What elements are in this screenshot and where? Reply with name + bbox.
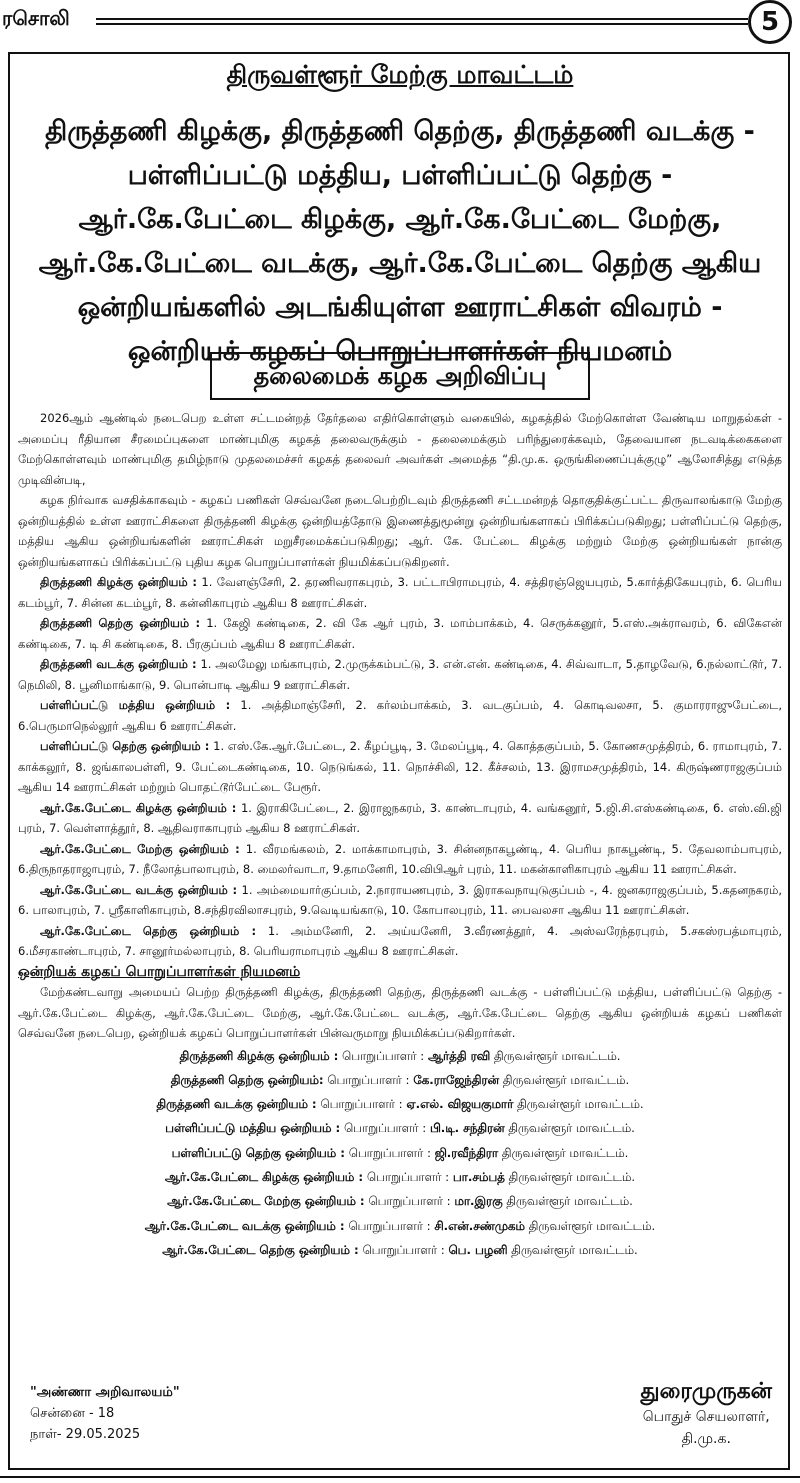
union-name: ஆர்.கே.பேட்டை கிழக்கு ஒன்றியம் : bbox=[40, 800, 237, 815]
signatory-designation: பொதுச் செயலாளர், bbox=[642, 1409, 770, 1425]
union-villages: 1. கேஜி கண்டிகை, 2. வி கே ஆர் புரம், 3. மாம்பாக்கம், 4. செருக்கனூர், 5.எஸ்.அக்ராவரம், 6. விகேஎன் கண்டிகை, 7. டி சி கண்டிகை, 8. பீரகுப்பம் ஆகிய 8 ஊராட்சிகள். bbox=[18, 616, 782, 651]
district-title: திருவள்ளூர் மேற்கு மாவட்டம் bbox=[226, 60, 574, 89]
appointee-name: சி.என்.சண்முகம் bbox=[434, 1218, 525, 1233]
union-villages: 1. வீரமங்கலம், 2. மாக்காமாபுரம், 3. சின்னநாகபூண்டி, 4. பெரிய நாகபூண்டி, 5. தேவலாம்பாபுரம், 6.திருநாதராஜாபுரம், 7. நீலோத்பாலாபுரம், 8. மைலர்வாடா, 9.தாமனேரி, 10.விபிஆர் புரம், 11. மகன்காளிகாபுரம் ஆகிய 11 ஊராட்சிகள். bbox=[18, 841, 783, 876]
appointment-union: ஆர்.கே.பேட்டை வடக்கு ஒன்றியம் : bbox=[144, 1218, 345, 1233]
appointment-row bbox=[18, 1068, 782, 1092]
appointment-district: திருவள்ளூர் மாவட்டம். bbox=[504, 1121, 635, 1136]
union-name: திருத்தணி வடக்கு ஒன்றியம் : bbox=[40, 657, 197, 671]
appointment-union: திருத்தணி தெற்கு ஒன்றியம்: bbox=[170, 1072, 324, 1087]
union-paragraph bbox=[18, 613, 782, 654]
signatory-party: தி.மு.க. bbox=[681, 1431, 731, 1447]
appointment-role: பொறுப்பாளர் : bbox=[364, 1194, 455, 1209]
masthead-rule bbox=[96, 18, 748, 25]
appointment-role: பொறுப்பாளர் : bbox=[344, 1218, 435, 1233]
appointment-row bbox=[18, 1092, 782, 1116]
appointment-role: பொறுப்பாளர் : bbox=[338, 1048, 429, 1063]
appointment-heading: ஒன்றியக் கழகப் பொறுப்பாளர்கள் நியமனம் bbox=[18, 963, 301, 980]
appointment-role: பொறுப்பாளர் : bbox=[344, 1145, 435, 1160]
appointment-intro: மேற்கண்டவாறு அமையப் பெற்ற திருத்தணி கிழக்கு, திருத்தணி தெற்கு, திருத்தணி வடக்கு - பள்ளிப்பட்டு மத்திய, பள்ளிப்பட்டு தெற்கு - ஆர்.கே.பேட்டை கிழக்கு, ஆர்.கே.பேட்டை மேற்கு, ஆர்.கே.பேட்டை வடக்கு, ஆர்.கே.பேட்டை தெற்கு ஆகிய ஒன்றியக் கழகப் பணிகள் செவ்வனே நடைபெற, ஒன்றியக் கழகப் பொறுப்பாளர்கள் பின்வருமாறு நியமிக்கப்படுகிறார்கள். bbox=[18, 985, 782, 1040]
union-name: திருத்தணி கிழக்கு ஒன்றியம் : bbox=[40, 575, 198, 589]
union-villages: 1. அம்மையார்குப்பம், 2.நாராயணபுரம், 3. இராகவநாயுடுகுப்பம் -, 4. ஜனகராஜகுப்பம், 5.கதனநகரம், 6. பாலாபுரம், 7. ஸ்ரீகாளிகாபுரம், 8.சந்திரவிலாசபுரம், 9.வெடியங்காடு, 10. கோபாலபுரம், 11. பைவலசா ஆகிய 11 ஊராட்சிகள். bbox=[18, 882, 782, 917]
appointee-name: பி.டி. சந்திரன் bbox=[429, 1121, 505, 1136]
appointment-union: ஆர்.கே.பேட்டை தெற்கு ஒன்றியம் : bbox=[162, 1242, 359, 1257]
appointment-list bbox=[18, 1044, 782, 1263]
union-paragraph bbox=[18, 798, 782, 839]
union-name: ஆர்.கே.பேட்டை தெற்கு ஒன்றியம் : bbox=[40, 923, 257, 938]
appointment-district: திருவள்ளூர் மாவட்டம். bbox=[490, 1048, 621, 1063]
appointment-district: திருவள்ளூர் மாவட்டம். bbox=[498, 1072, 630, 1087]
signatory-name: துரைமுருகன் bbox=[640, 1379, 772, 1404]
union-villages: 1. எஸ்.கே.ஆர்.பேட்டை, 2. கீழப்பூடி, 3. மேலப்பூடி, 4. கொத்தகுப்பம், 5. கோணசமுத்திரம், 6. ராமாபுரம், 7. காக்கலூர், 8. ஜங்காலபள்ளி, 9. பேட்டைகண்டிகை, 10. நெடுங்கல், 11. நொச்சிலி, 12. கீச்சலம், 13. இராமசமுத்திரம், 14. கிருஷ்ணராஜகுப்பம் ஆகிய 14 ஊராட்சிகள் மற்றும் பொதட்டூர்பேட்டை பேரூர். bbox=[18, 739, 783, 794]
union-paragraph bbox=[18, 880, 782, 921]
appointee-name: கே.ராஜேந்திரன் bbox=[413, 1072, 499, 1087]
appointment-role: பொறுப்பாளர் : bbox=[340, 1121, 430, 1136]
footer-city: சென்னை - 18 bbox=[30, 1406, 115, 1421]
intro-paragraph-2: கழக நிர்வாக வசதிக்காகவும் - கழகப் பணிகள் செவ்வனே நடைபெற்றிடவும் திருத்தணி சட்டமன்றத் தொகுதிக்குட்பட்ட திருவாலங்காடு மேற்கு ஒன்றியத்தில் உள்ள ஊராட்சிகளை திருத்தணி கிழக்கு ஒன்றியத்தோடு இணைத்துமூன்று ஒன்றியங்களாகப் பிரிக்கப்படுகிறது; பள்ளிப்பட்டு தெற்கு, மத்திய ஆகிய ஒன்றியங்களின் ஊராட்சிகள் மறுசீரமைக்கப்படுகிறது; ஆர். கே. பேட்டை கிழக்கு மற்றும் மேற்கு ஒன்றியங்கள் நான்கு ஒன்றியங்களாகப் பிரிக்கப்பட்டு புதிய கழக பொறுப்பாளர்கள் நியமிக்கப்படுகிறனர். bbox=[18, 493, 782, 569]
appointment-district: திருவள்ளூர் மாவட்டம். bbox=[504, 1169, 636, 1184]
notice-title: தலைமைக் கழக அறிவிப்பு bbox=[210, 352, 590, 400]
appointment-role: பொறுப்பாளர் : bbox=[323, 1072, 414, 1087]
appointment-district: திருவள்ளூர் மாவட்டம். bbox=[507, 1242, 638, 1257]
appointee-name: பெ. பழனி bbox=[448, 1242, 508, 1257]
union-name: பள்ளிப்பட்டு தெற்கு ஒன்றியம் : bbox=[40, 739, 210, 753]
union-villages: 1. அத்திமாஞ்சேரி, 2. கர்லம்பாக்கம், 3. வடகுப்பம், 4. கொடிவலசா, 5. குமாரராஜுபேட்டை, 6.பெருமாநெல்லூர் ஆகிய 6 ஊராட்சிகள். bbox=[18, 698, 782, 733]
appointment-union: ஆர்.கே.பேட்டை கிழக்கு ஒன்றியம் : bbox=[164, 1169, 364, 1184]
appointee-name: மா.இரகு bbox=[454, 1194, 503, 1209]
appointment-row bbox=[18, 1189, 782, 1213]
page-number-badge: 5 bbox=[748, 0, 792, 44]
union-name: ஆர்.கே.பேட்டை வடக்கு ஒன்றியம் : bbox=[40, 882, 238, 897]
union-villages: 1. வேளஞ்சேரி, 2. தரணிவராகபுரம், 3. பட்டாபிராமபுரம், 4. சத்திரஞ்ஜெயபுரம், 5.கார்த்திகேயபுரம், 6. பெரிய கடம்பூர், 7. சின்ன கடம்பூர், 8. கன்னிகாபுரம் ஆகிய 8 ஊராட்சிகள். bbox=[18, 575, 782, 610]
appointment-role: பொறுப்பாளர் : bbox=[316, 1097, 407, 1112]
footer-signature bbox=[641, 1378, 772, 1450]
appointee-name: பா.சம்பத் bbox=[452, 1169, 505, 1184]
appointment-union: பள்ளிப்பட்டு தெற்கு ஒன்றியம் : bbox=[171, 1145, 345, 1160]
union-name: திருத்தணி தெற்கு ஒன்றியம் : bbox=[40, 616, 201, 630]
appointment-union: ஆர்.கே.பேட்டை மேற்கு ஒன்றியம் : bbox=[167, 1194, 365, 1209]
appointment-row bbox=[18, 1238, 782, 1262]
appointment-row bbox=[18, 1165, 782, 1189]
appointment-role: பொறுப்பாளர் : bbox=[363, 1169, 453, 1184]
appointment-district: திருவள்ளூர் மாவட்டம். bbox=[498, 1145, 629, 1160]
appointment-district: திருவள்ளூர் மாவட்டம். bbox=[524, 1218, 656, 1233]
appointee-name: ஜி.ரவீந்திரா bbox=[434, 1145, 499, 1160]
footer-place: "அண்ணா அறிவாலயம்" bbox=[30, 1385, 180, 1400]
union-paragraph bbox=[18, 695, 782, 736]
appointment-row bbox=[18, 1116, 782, 1140]
footer-date: நாள்- 29.05.2025 bbox=[30, 1427, 141, 1442]
union-villages: 1. இராகிபேட்டை, 2. இராஜநகரம், 3. காண்டாபுரம், 4. வங்கனூர், 5.ஜி.சி.எஸ்கண்டிகை, 6. எஸ்.வி.ஜி புரம், 7. வெள்ளாத்தூர், 8. ஆதிவராகாபுரம் ஆகிய 8 ஊராட்சிகள். bbox=[18, 800, 782, 835]
appointee-name: ஏ.எல். விஜயகுமார் bbox=[406, 1097, 514, 1112]
footer-address bbox=[30, 1382, 180, 1445]
union-villages: 1. அம்மனேரி, 2. அய்யனேரி, 3.வீரணத்தூர், 4. அஸ்வரேந்தரபுரம், 5.சகஸ்ரபத்மாபுரம், 6.மீசரகாண்டாபுரம், 7. சானூர்மல்லாபுரம், 8. பெரியராமாபுரம் ஆகிய 8 ஊராட்சிகள். bbox=[18, 923, 782, 958]
union-paragraph bbox=[18, 921, 782, 962]
intro-paragraph-1: 2026ஆம் ஆண்டில் நடைபெற உள்ள சட்டமன்றத் தேர்தலை எதிர்கொள்ளும் வகையில், கழகத்தில் மேற்கொள்ள வேண்டிய மாறுதல்கள் - அமைப்பு ரீதியான சீரமைப்புகளை மாண்புமிகு கழகத் தலைவருக்கும் - தலைமைக்கும் பரிந்துரைக்கவும், தேவையான நடவடிக்கைகளை மேற்கொள்ளவும் மாண்புமிகு தமிழ்நாடு முதலமைச்சர் கழகத் தலைவர் அவர்கள் அமைத்த “தி.மு.க. ஒருங்கிணைப்புக்குழு” ஆலோசித்து எடுத்த முடிவின்படி, bbox=[18, 411, 782, 487]
appointment-district: திருவள்ளூர் மாவட்டம். bbox=[502, 1194, 633, 1209]
bottom-rule bbox=[0, 1476, 800, 1478]
union-villages: 1. அலமேலு மங்காபுரம், 2.முருக்கம்பட்டு, 3. என்.என். கண்டிகை, 4. சிவ்வாடா, 5.தாழவேடு, 6.நல்லாட்டூர், 7. நெமிலி, 8. பூனிமாங்காடு, 9. பொன்பாடி ஆகிய 9 ஊராட்சிகள். bbox=[18, 657, 782, 692]
union-name: ஆர்.கே.பேட்டை மேற்கு ஒன்றியம் : bbox=[40, 841, 240, 856]
union-paragraph bbox=[18, 839, 782, 880]
headline: திருத்தணி கிழக்கு, திருத்தணி தெற்கு, திருத்தணி வடக்கு - பள்ளிப்பட்டு மத்திய, பள்ளிப்பட்டு தெற்கு - ஆர்.கே.பேட்டை கிழக்கு, ஆர்.கே.பேட்டை மேற்கு, ஆர்.கே.பேட்டை வடக்கு, ஆர்.கே.பேட்டை தெற்கு ஆகிய ஒன்றியங்களில் அடங்கியுள்ள ஊராட்சிகள் விவரம் - ஒன்றியக் கழகப் பொறுப்பாளர்கள் நியமனம் bbox=[38, 116, 762, 367]
union-paragraph bbox=[18, 654, 782, 695]
appointment-district: திருவள்ளூர் மாவட்டம். bbox=[513, 1097, 644, 1112]
appointment-row bbox=[18, 1044, 782, 1068]
appointment-row bbox=[18, 1141, 782, 1165]
appointment-union: பள்ளிப்பட்டு மத்திய ஒன்றியம் : bbox=[165, 1121, 341, 1136]
union-name: பள்ளிப்பட்டு மத்திய ஒன்றியம் : bbox=[40, 698, 231, 712]
union-paragraph bbox=[18, 572, 782, 613]
masthead bbox=[0, 0, 800, 44]
appointee-name: ஆர்த்தி ரவி bbox=[428, 1048, 491, 1063]
appointment-role: பொறுப்பாளர் : bbox=[358, 1242, 449, 1257]
union-paragraph bbox=[18, 736, 782, 798]
appointment-union: திருத்தணி வடக்கு ஒன்றியம் : bbox=[156, 1097, 317, 1112]
notice-body bbox=[18, 408, 782, 1262]
appointment-union: திருத்தணி கிழக்கு ஒன்றியம் : bbox=[179, 1048, 339, 1063]
newspaper-name: ரசொலி bbox=[2, 6, 70, 30]
appointment-row bbox=[18, 1214, 782, 1238]
